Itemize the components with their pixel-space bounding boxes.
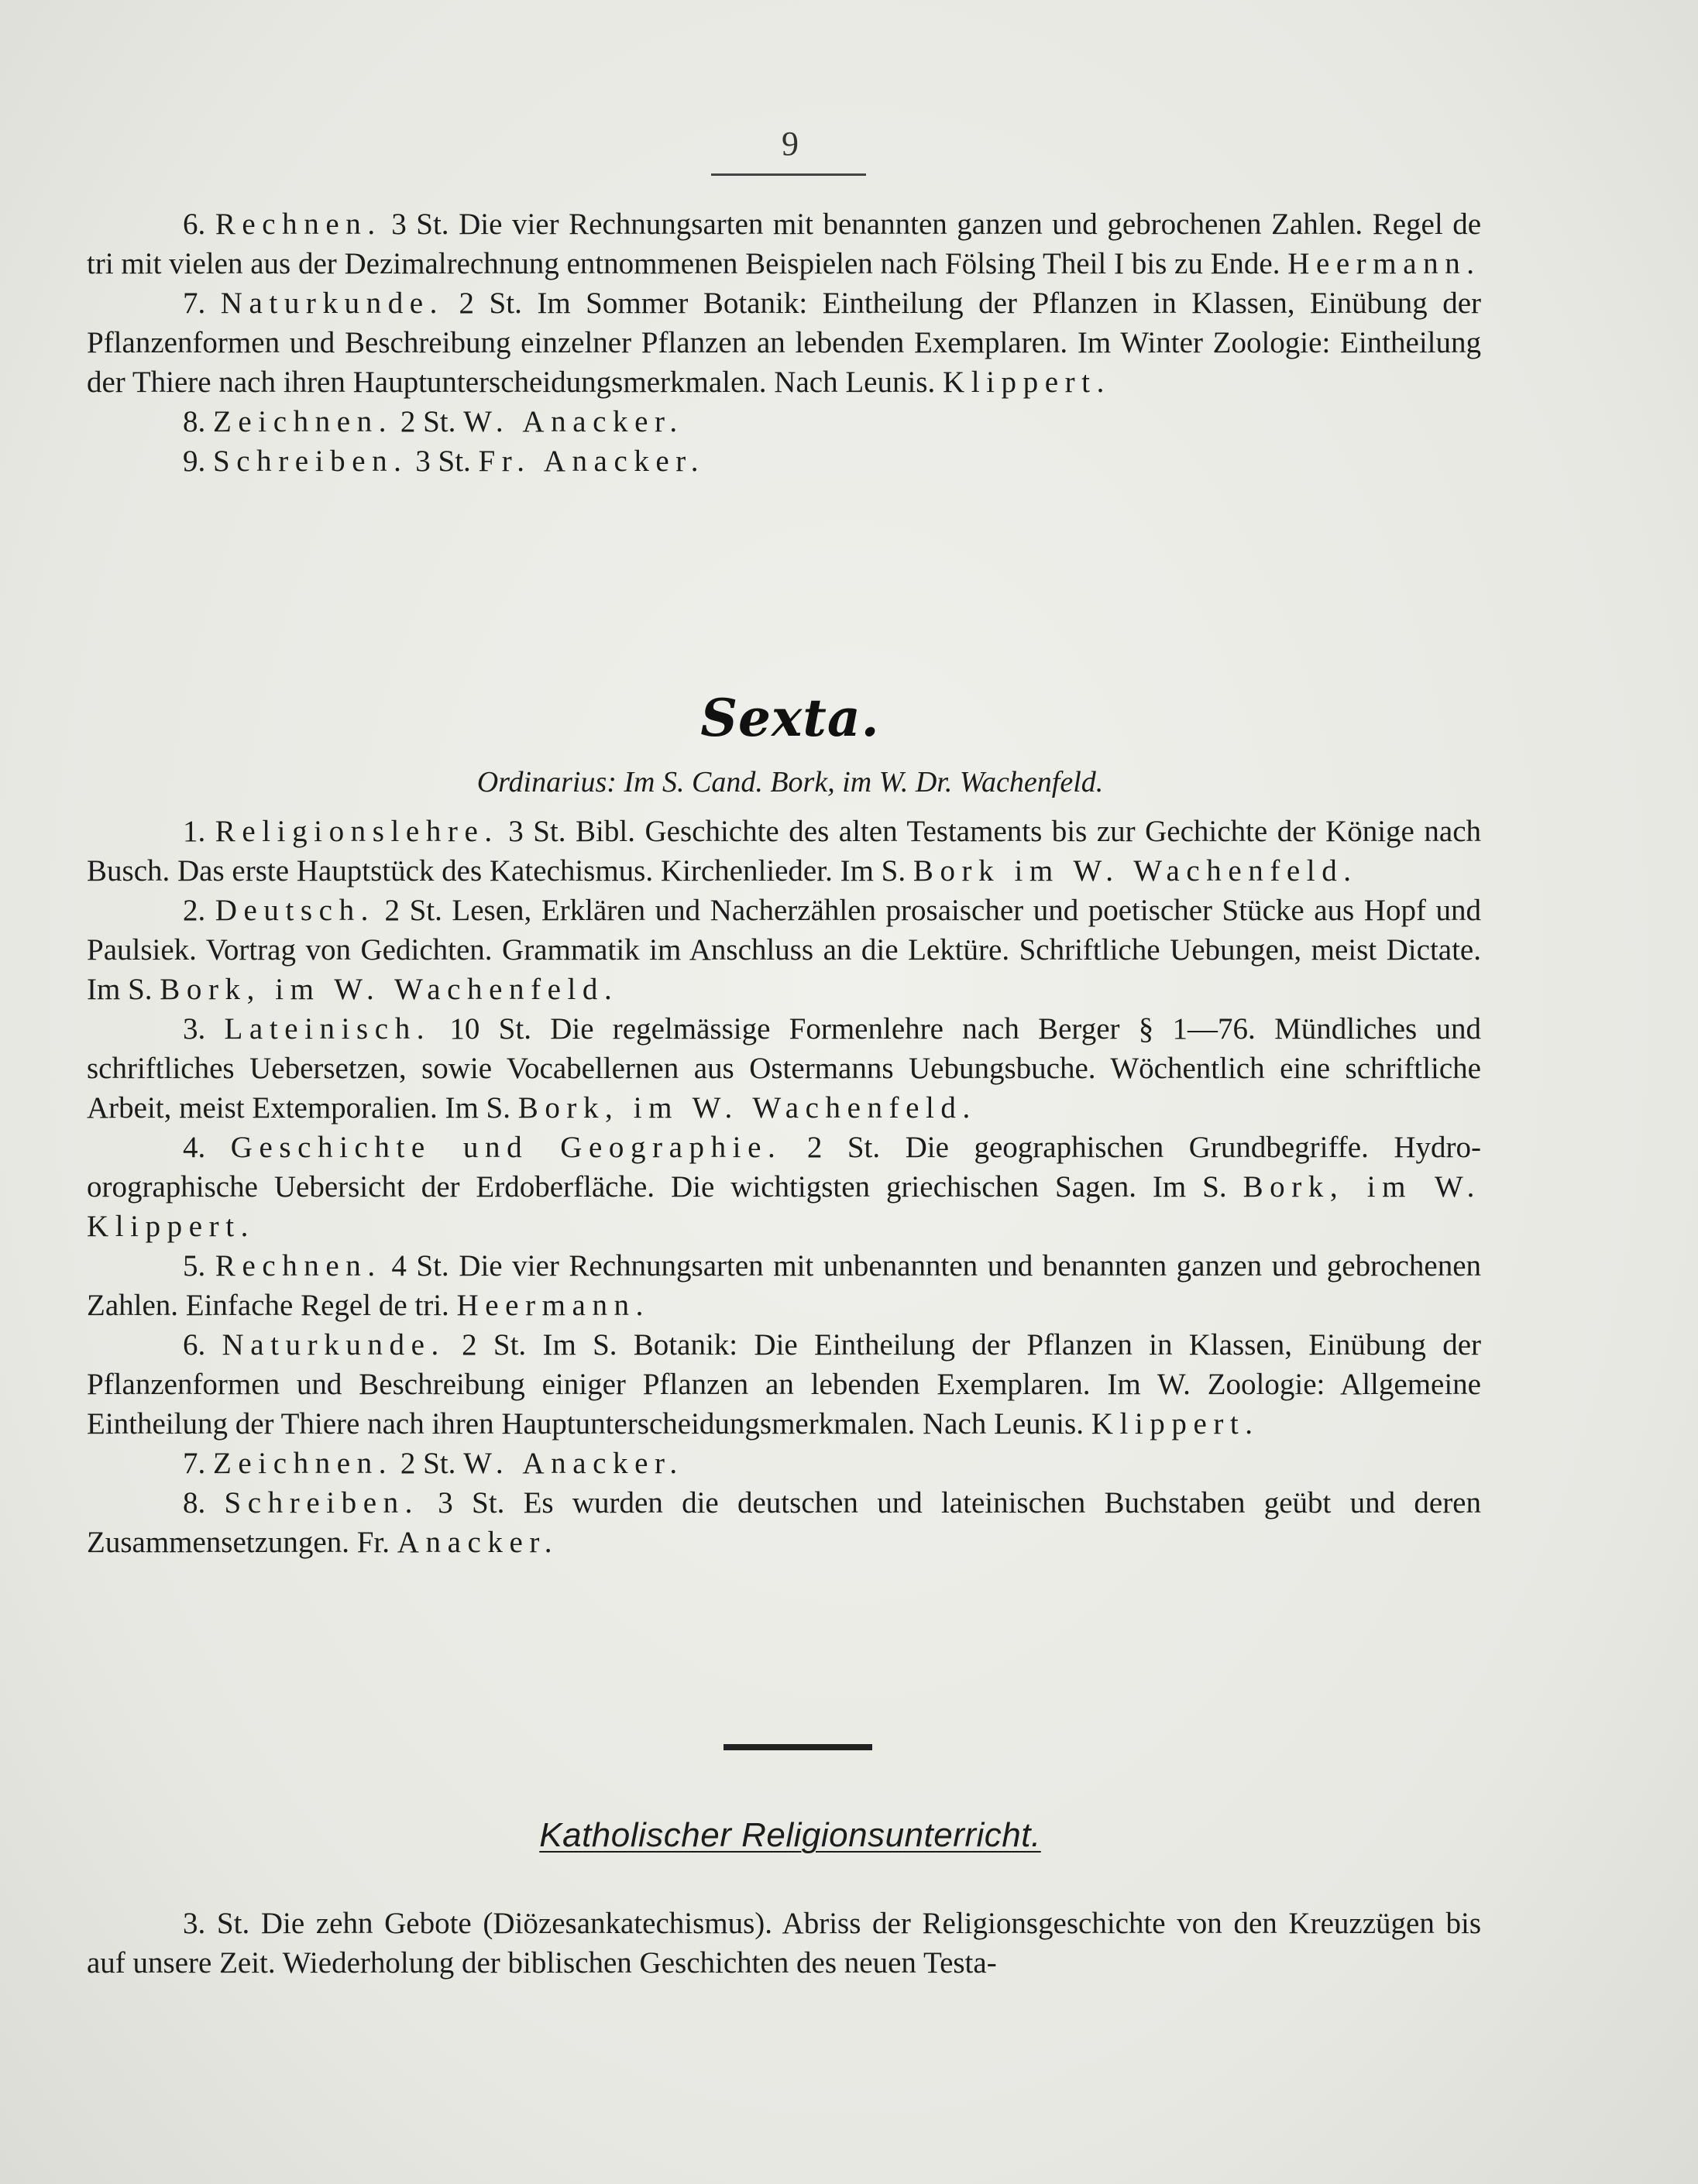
teacher-name: Bork im W. Wachenfeld. <box>913 854 1358 888</box>
subject-label: Lateinisch. <box>224 1012 431 1046</box>
page-number: 9 <box>782 125 799 163</box>
section-title-text: Katholischer Religionsunterricht. <box>539 1816 1041 1854</box>
list-item: 7. Naturkunde. 2 St. Im Sommer Botanik: Eintheilung der Pflanzen in Klassen, Einübung der Pflanzenformen und Beschreibung einzelner Pflanzen an lebenden Exemplaren. Im Winter Zoologie: Eintheilung der Thiere nach ihren Hauptunterscheidungsmerkmalen. Nach Leunis. Klippert. <box>87 287 1481 399</box>
list-item: 1. Religionslehre. 3 St. Bibl. Geschichte des alten Testaments bis zur Gechichte der Könige nach Busch. Das erste Hauptstück des Katechismus. Kirchenlieder. Im S. Bork im W. Wachenfeld. <box>87 815 1482 888</box>
teacher-name: Bork, im W. Wachenfeld. <box>517 1091 977 1125</box>
teacher-name: Fr. Anacker. <box>478 445 706 478</box>
list-item: 2. Deutsch. 2 St. Lesen, Erklären und Nacherzählen prosaischer und poetischer Stücke aus Hopf und Paulsiek. Vortrag von Gedichten. Grammatik im Anschluss an die Lektüre. Schriftliche Uebungen, meist Dictate. Im S. Bork, im W. Wachenfeld. <box>87 894 1481 1006</box>
teacher-name: Bork, im W. Klippert. <box>87 1170 1481 1243</box>
list-item: 4. Geschichte und Geographie. 2 St. Die geographischen Grundbegriffe. Hydro-orographische Uebersicht der Erdoberfläche. Die wichtigsten griechischen Sagen. Im S. Bork, im W. Klippert. <box>87 1131 1481 1243</box>
teacher-name: Heermann. <box>1287 247 1481 280</box>
subject-label: Naturkunde. <box>222 1328 445 1362</box>
list-item: 6. Rechnen. 3 St. Die vier Rechnungsarten mit benannten ganzen und gebrochenen Zahlen. Regel de tri mit vielen aus der Dezimalrechnung entnommenen Beispielen nach Fölsing Theil I bis zu Ende. Heermann. <box>87 208 1482 280</box>
list-item: 5. Rechnen. 4 St. Die vier Rechnungsarten mit unbenannten und benannten ganzen und gebrochenen Zahlen. Einfache Regel de tri. Heermann. <box>87 1249 1482 1322</box>
subject-label: Schreiben. <box>224 1486 420 1520</box>
paragraph: 3. St. Die zehn Gebote (Diözesankatechismus). Abriss der Religionsgeschichte von den Kreuzzügen bis auf unsere Zeit. Wiederholung der biblischen Geschichten des neuen Testa- <box>87 1907 1481 1980</box>
section-title-sexta: Sexta. <box>700 688 880 748</box>
teacher-name: W. Anacker. <box>463 405 684 438</box>
list-item: 6. Naturkunde. 2 St. Im S. Botanik: Die Eintheilung der Pflanzen in Klassen, Einübung der Pflanzenformen und Beschreibung einiger Pflanzen an lebenden Exemplaren. Im W. Zoologie: Allgemeine Eintheilung der Thiere nach ihren Hauptunterscheidungsmerkmalen. Nach Leunis. Klippert. <box>87 1328 1481 1441</box>
subject-label: Zeichnen. <box>213 405 394 438</box>
subject-label: Schreiben. <box>213 445 408 478</box>
teacher-name: Bork, im W. Wachenfeld. <box>160 973 619 1006</box>
teacher-name: Anacker. <box>397 1526 559 1559</box>
subject-label: Zeichnen. <box>213 1447 394 1480</box>
teacher-name: W. Anacker. <box>463 1447 684 1480</box>
teacher-name: Heermann. <box>456 1289 650 1322</box>
subject-label: Deutsch. <box>215 894 375 927</box>
list-item: 9. Schreiben. 3 St. Fr. Anacker. <box>183 445 706 478</box>
list-item: 8. Zeichnen. 2 St. W. Anacker. <box>183 405 684 438</box>
section-divider <box>724 1744 872 1750</box>
katholisch-section <box>87 1904 1481 1983</box>
teacher-name: Klippert. <box>1091 1407 1260 1441</box>
list-item: 8. Schreiben. 3 St. Es wurden die deutschen und lateinischen Buchstaben geübt und deren Zusammensetzungen. Fr. Anacker. <box>87 1486 1481 1559</box>
sexta-section <box>87 812 1481 1562</box>
section-title-katholisch <box>0 1816 1580 1855</box>
quinta-tail-section <box>87 204 1481 481</box>
subject-label: Religionslehre. <box>215 815 499 848</box>
list-item: 3. Lateinisch. 10 St. Die regelmässige Formenlehre nach Berger § 1—76. Mündliches und schriftliches Uebersetzen, sowie Vocabellernen aus Ostermanns Uebungsbuche. Wöchentlich eine schriftliche Arbeit, meist Extemporalien. Im S. Bork, im W. Wachenfeld. <box>87 1012 1482 1125</box>
subject-label: Naturkunde. <box>220 287 445 320</box>
list-item: 7. Zeichnen. 2 St. W. Anacker. <box>183 1447 684 1480</box>
subject-label: Rechnen. <box>215 1249 382 1283</box>
subject-label: Geschichte und Geographie. <box>230 1131 782 1164</box>
teacher-name: Klippert. <box>942 366 1111 399</box>
page-number-rule <box>711 173 866 176</box>
ordinarius-line: Ordinarius: Im S. Cand. Bork, im W. Dr. Wachenfeld. <box>476 766 1104 798</box>
subject-label: Rechnen. <box>215 208 382 241</box>
